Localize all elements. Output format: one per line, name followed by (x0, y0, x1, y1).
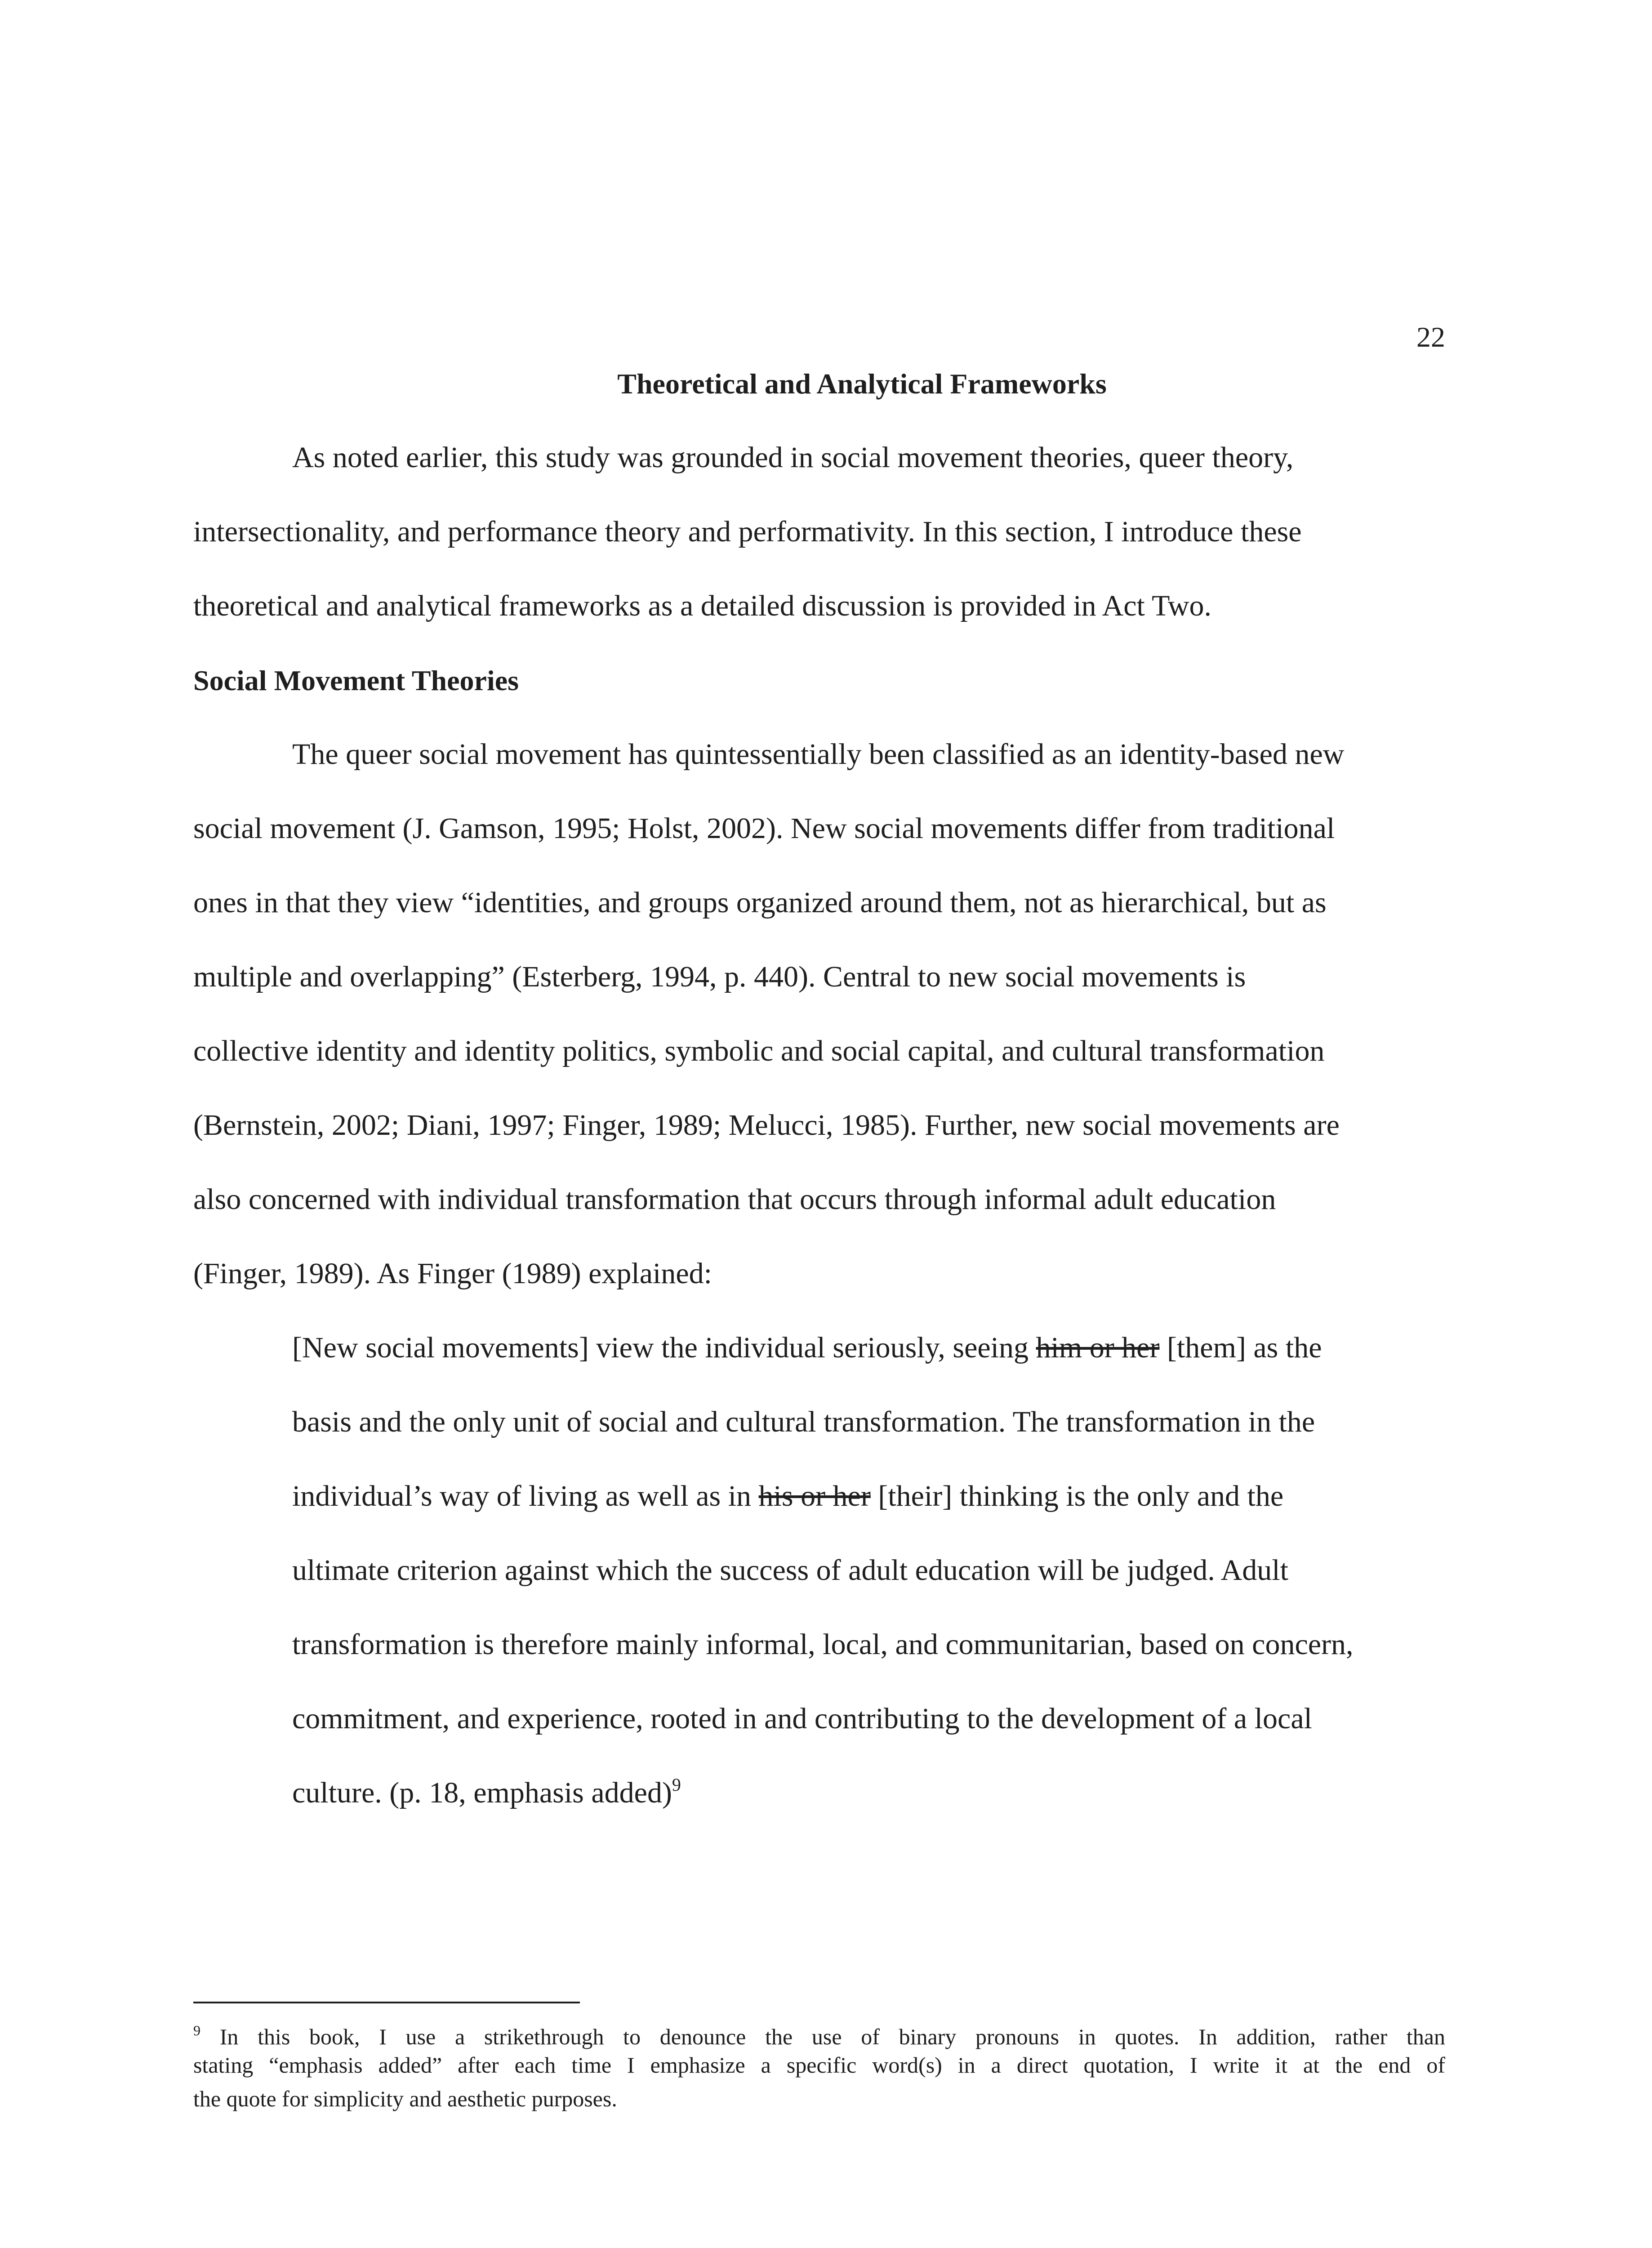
body-line-6: (Bernstein, 2002; Diani, 1997; Finger, 1989; Melucci, 1985). Further, new social movements are (193, 1109, 1340, 1142)
body-line-8: (Finger, 1989). As Finger (1989) explained: (193, 1257, 712, 1290)
body-line-1: The queer social movement has quintessentially been classified as an identity-based new (292, 738, 1345, 771)
block-quote-line-7 (292, 1775, 681, 1809)
footnote-marker: 9 (193, 2022, 200, 2038)
intro-line-1: As noted earlier, this study was grounded in social movement theories, queer theory, (292, 441, 1294, 474)
subsection-heading: Social Movement Theories (193, 665, 519, 696)
body-line-2: social movement (J. Gamson, 1995; Holst, 2002). New social movements differ from traditional (193, 812, 1335, 845)
page-number: 22 (1416, 321, 1445, 353)
quote-text: [New social movements] view the individual seriously, seeing (292, 1331, 1036, 1364)
block-quote-line-2: basis and the only unit of social and cultural transformation. The transformation in the (292, 1405, 1315, 1438)
intro-line-2: intersectionality, and performance theory and performativity. In this section, I introduce these (193, 515, 1302, 548)
footnote-line-2: stating “emphasis added” after each time I emphasize a specific word(s) in a direct quotation, I write it at the end of (193, 2052, 1445, 2078)
block-quote-line-1 (292, 1333, 1322, 1363)
struck-pronoun: his or her (758, 1480, 871, 1512)
quote-text: [their] thinking is the only and the (870, 1480, 1284, 1512)
body-line-4: multiple and overlapping” (Esterberg, 1994, p. 440). Central to new social movements is (193, 960, 1246, 993)
quote-text: [them] as the (1159, 1331, 1322, 1364)
struck-pronoun: him or her (1036, 1331, 1160, 1364)
block-quote-line-6: commitment, and experience, rooted in and contributing to the development of a local (292, 1702, 1312, 1735)
quote-text: individual’s way of living as well as in (292, 1480, 759, 1512)
block-quote-line-3 (292, 1481, 1283, 1511)
footnote-separator (193, 2002, 580, 2003)
intro-line-3: theoretical and analytical frameworks as a detailed discussion is provided in Act Two. (193, 589, 1212, 622)
footnote-reference[interactable]: 9 (672, 1775, 681, 1795)
footnote-text: In this book, I use a strikethrough to denounce the use of binary pronouns in quotes. In addition, rather than (200, 2024, 1445, 2049)
footnote-line-3: the quote for simplicity and aesthetic purposes. (193, 2086, 617, 2111)
body-line-5: collective identity and identity politics, symbolic and social capital, and cultural transformation (193, 1035, 1325, 1067)
footnote-line-1 (193, 2022, 1445, 2049)
section-heading: Theoretical and Analytical Frameworks (617, 368, 1107, 400)
block-quote-line-4: ultimate criterion against which the success of adult education will be judged. Adult (292, 1554, 1288, 1587)
quote-text: culture. (p. 18, emphasis added) (292, 1776, 672, 1809)
body-line-7: also concerned with individual transformation that occurs through informal adult education (193, 1183, 1276, 1216)
body-line-3: ones in that they view “identities, and groups organized around them, not as hierarchical, but as (193, 886, 1327, 919)
block-quote-line-5: transformation is therefore mainly informal, local, and communitarian, based on concern, (292, 1628, 1354, 1661)
